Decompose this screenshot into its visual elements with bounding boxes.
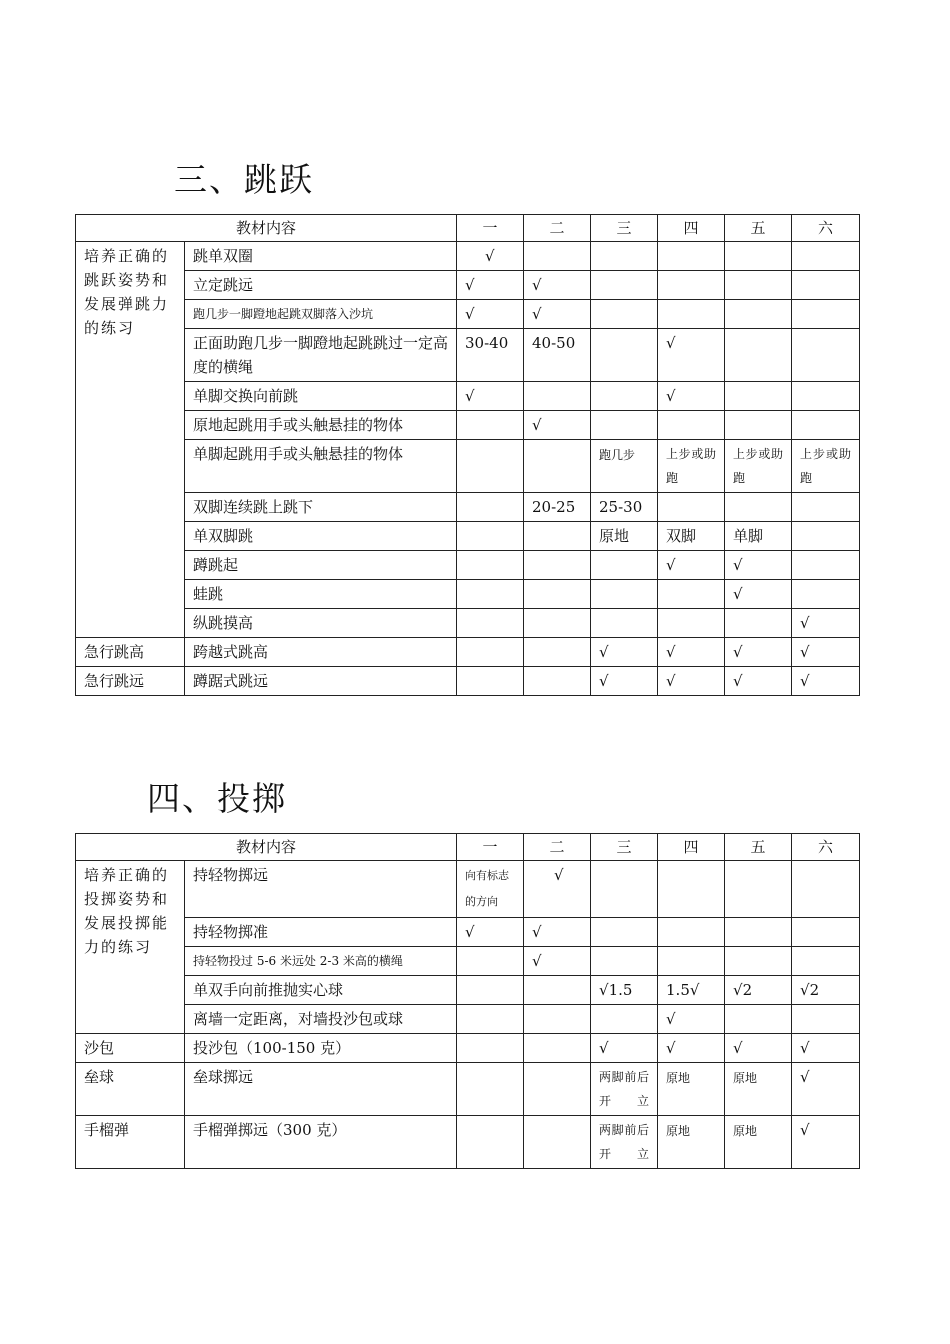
table-row [76,382,860,411]
grade-cell [591,551,658,580]
grade-cell: √ [524,411,591,440]
category-cell: 急行跳高 [76,638,185,667]
grade-cell [725,493,792,522]
item-cell: 持轻物掷远 [185,861,457,918]
grade-cell [792,382,860,411]
item-cell: 双脚连续跳上跳下 [185,493,457,522]
grade-cell: √ [725,667,792,696]
grade-cell [591,271,658,300]
item-cell: 垒球掷远 [185,1063,457,1116]
table-row [76,411,860,440]
table-row [76,271,860,300]
header-cell: 六 [792,834,860,861]
grade-cell: 上步或助跑 [792,440,860,493]
section-title-jump: 三、跳跃 [174,160,314,199]
grade-cell [524,242,591,271]
grade-cell: √ [792,667,860,696]
grade-cell [457,522,524,551]
grade-cell [658,411,725,440]
header-cell: 教材内容 [76,215,457,242]
item-cell: 手榴弹掷远（300 克） [185,1116,457,1169]
grade-cell [591,382,658,411]
header-cell: 三 [591,215,658,242]
grade-cell: √ [658,1005,725,1034]
grade-cell: √ [725,638,792,667]
item-cell: 跑几步一脚蹬地起跳双脚落入沙坑 [185,300,457,329]
grade-cell [457,1034,524,1063]
table-row [76,1034,860,1063]
grade-cell [591,1005,658,1034]
category-cell: 垒球 [76,1063,185,1116]
grade-cell: √2 [725,976,792,1005]
grade-cell [457,1063,524,1116]
grade-cell: √ [457,918,524,947]
grade-cell [792,271,860,300]
grade-cell [457,411,524,440]
table-row [76,976,860,1005]
table-row [76,609,860,638]
item-cell: 单脚起跳用手或头触悬挂的物体 [185,440,457,493]
table-row [76,947,860,976]
grade-cell [658,918,725,947]
table-row [76,1063,860,1116]
grade-cell [524,522,591,551]
grade-cell: 两脚前后开立 [591,1116,658,1169]
grade-cell [524,1005,591,1034]
grade-cell [725,411,792,440]
table-row [76,918,860,947]
grade-cell: 双脚 [658,522,725,551]
grade-cell: √2 [792,976,860,1005]
grade-cell: √ [524,300,591,329]
table-row [76,440,860,493]
grade-cell [591,580,658,609]
grade-cell: √ [658,382,725,411]
table-row [76,522,860,551]
table-row [76,242,860,271]
grade-cell: √ [658,1034,725,1063]
item-cell: 跳单双圈 [185,242,457,271]
grade-cell [725,329,792,382]
grade-cell [591,861,658,918]
category-cell: 急行跳远 [76,667,185,696]
grade-cell [524,580,591,609]
grade-cell [725,300,792,329]
grade-cell: 原地 [725,1116,792,1169]
grade-cell [457,667,524,696]
grade-cell [725,382,792,411]
grade-cell: √ [792,609,860,638]
grade-cell: 25-30 [591,493,658,522]
grade-cell [792,551,860,580]
header-cell: 一 [457,834,524,861]
grade-cell [792,580,860,609]
grade-cell [524,667,591,696]
header-cell: 四 [658,215,725,242]
grade-cell [792,918,860,947]
grade-cell: √ [524,947,591,976]
grade-cell: √ [524,918,591,947]
grade-cell: √ [792,1116,860,1169]
grade-cell [792,329,860,382]
grade-cell [457,580,524,609]
grade-cell [725,609,792,638]
grade-cell: 原地 [591,522,658,551]
grade-cell [725,242,792,271]
grade-cell: √ [457,271,524,300]
grade-cell: √ [457,300,524,329]
item-cell: 持轻物投过 5-6 米远处 2-3 米高的横绳 [185,947,457,976]
grade-cell: √ [457,242,524,271]
grade-cell [725,271,792,300]
item-cell: 蛙跳 [185,580,457,609]
grade-cell: 40-50 [524,329,591,382]
grade-cell: √ [524,271,591,300]
grade-cell: √ [792,638,860,667]
grade-cell [457,947,524,976]
grade-cell [591,947,658,976]
header-cell: 二 [524,215,591,242]
header-cell: 二 [524,834,591,861]
grade-cell: 上步或助跑 [725,440,792,493]
jump-table [75,214,860,696]
header-cell: 三 [591,834,658,861]
grade-cell: √ [725,1034,792,1063]
grade-cell: √ [591,638,658,667]
grade-cell: √ [792,1063,860,1116]
grade-cell: √ [792,1034,860,1063]
grade-cell [524,1034,591,1063]
item-cell: 正面助跑几步一脚蹬地起跳跳过一定高度的横绳 [185,329,457,382]
grade-cell: √ [725,580,792,609]
grade-cell [591,918,658,947]
item-cell: 纵跳摸高 [185,609,457,638]
header-cell: 五 [725,834,792,861]
grade-cell [725,918,792,947]
header-cell: 五 [725,215,792,242]
grade-cell: 跑几步 [591,440,658,493]
header-cell: 六 [792,215,860,242]
table-row [76,667,860,696]
grade-cell [457,1005,524,1034]
grade-cell [658,242,725,271]
grade-cell: √ [658,551,725,580]
item-cell: 蹲跳起 [185,551,457,580]
grade-cell: 向有标志的方向 [457,861,524,918]
grade-cell [658,271,725,300]
item-cell: 单双脚跳 [185,522,457,551]
item-cell: 立定跳远 [185,271,457,300]
grade-cell [457,440,524,493]
item-cell: 单脚交换向前跳 [185,382,457,411]
grade-cell [457,551,524,580]
table-row [76,861,860,918]
category-cell: 培养正确的投掷姿势和发展投掷能力的练习 [76,861,185,1034]
grade-cell: 原地 [725,1063,792,1116]
grade-cell [658,580,725,609]
item-cell: 持轻物掷准 [185,918,457,947]
item-cell: 跨越式跳高 [185,638,457,667]
grade-cell [524,382,591,411]
grade-cell [591,300,658,329]
grade-cell [524,551,591,580]
grade-cell: 20-25 [524,493,591,522]
table-row [76,551,860,580]
grade-cell: √ [658,329,725,382]
grade-cell [591,242,658,271]
grade-cell [457,493,524,522]
grade-cell [591,411,658,440]
grade-cell [457,976,524,1005]
table-row [76,1116,860,1169]
header-cell: 一 [457,215,524,242]
grade-cell [591,329,658,382]
grade-cell: √ [658,638,725,667]
table-row [76,1005,860,1034]
grade-cell [792,947,860,976]
item-cell: 原地起跳用手或头触悬挂的物体 [185,411,457,440]
item-cell: 离墙一定距离，对墙投沙包或球 [185,1005,457,1034]
grade-cell [792,861,860,918]
grade-cell [524,976,591,1005]
header-cell: 教材内容 [76,834,457,861]
grade-cell [792,411,860,440]
header-cell: 四 [658,834,725,861]
grade-cell [792,522,860,551]
grade-cell [792,1005,860,1034]
grade-cell [792,493,860,522]
grade-cell: 30-40 [457,329,524,382]
grade-cell [658,861,725,918]
table-header-row [76,834,860,861]
grade-cell: 原地 [658,1116,725,1169]
grade-cell [524,440,591,493]
grade-cell: 原地 [658,1063,725,1116]
grade-cell: √ [524,861,591,918]
grade-cell [792,242,860,271]
grade-cell [591,609,658,638]
grade-cell [457,638,524,667]
grade-cell: √ [725,551,792,580]
table-row [76,300,860,329]
grade-cell: 两脚前后开立 [591,1063,658,1116]
section-title-throw: 四、投掷 [147,779,287,818]
grade-cell [658,493,725,522]
grade-cell [658,609,725,638]
table-row [76,580,860,609]
table-row [76,638,860,667]
grade-cell [524,609,591,638]
grade-cell [457,609,524,638]
category-cell: 沙包 [76,1034,185,1063]
throw-table [75,833,860,1169]
grade-cell: √ [457,382,524,411]
item-cell: 单双手向前推抛实心球 [185,976,457,1005]
grade-cell: 上步或助跑 [658,440,725,493]
table-row [76,329,860,382]
grade-cell: √ [591,667,658,696]
grade-cell [524,1063,591,1116]
grade-cell [524,638,591,667]
grade-cell [725,947,792,976]
table-row [76,493,860,522]
grade-cell [725,1005,792,1034]
item-cell: 投沙包（100-150 克） [185,1034,457,1063]
category-cell: 手榴弹 [76,1116,185,1169]
grade-cell: √ [591,1034,658,1063]
grade-cell [792,300,860,329]
grade-cell [725,861,792,918]
grade-cell [658,947,725,976]
category-cell: 培养正确的跳跃姿势和发展弹跳力的练习 [76,242,185,638]
item-cell: 蹲踞式跳远 [185,667,457,696]
grade-cell: √ [658,667,725,696]
grade-cell: 1.5√ [658,976,725,1005]
grade-cell [658,300,725,329]
grade-cell [457,1116,524,1169]
grade-cell: √1.5 [591,976,658,1005]
grade-cell [524,1116,591,1169]
table-header-row [76,215,860,242]
grade-cell: 单脚 [725,522,792,551]
